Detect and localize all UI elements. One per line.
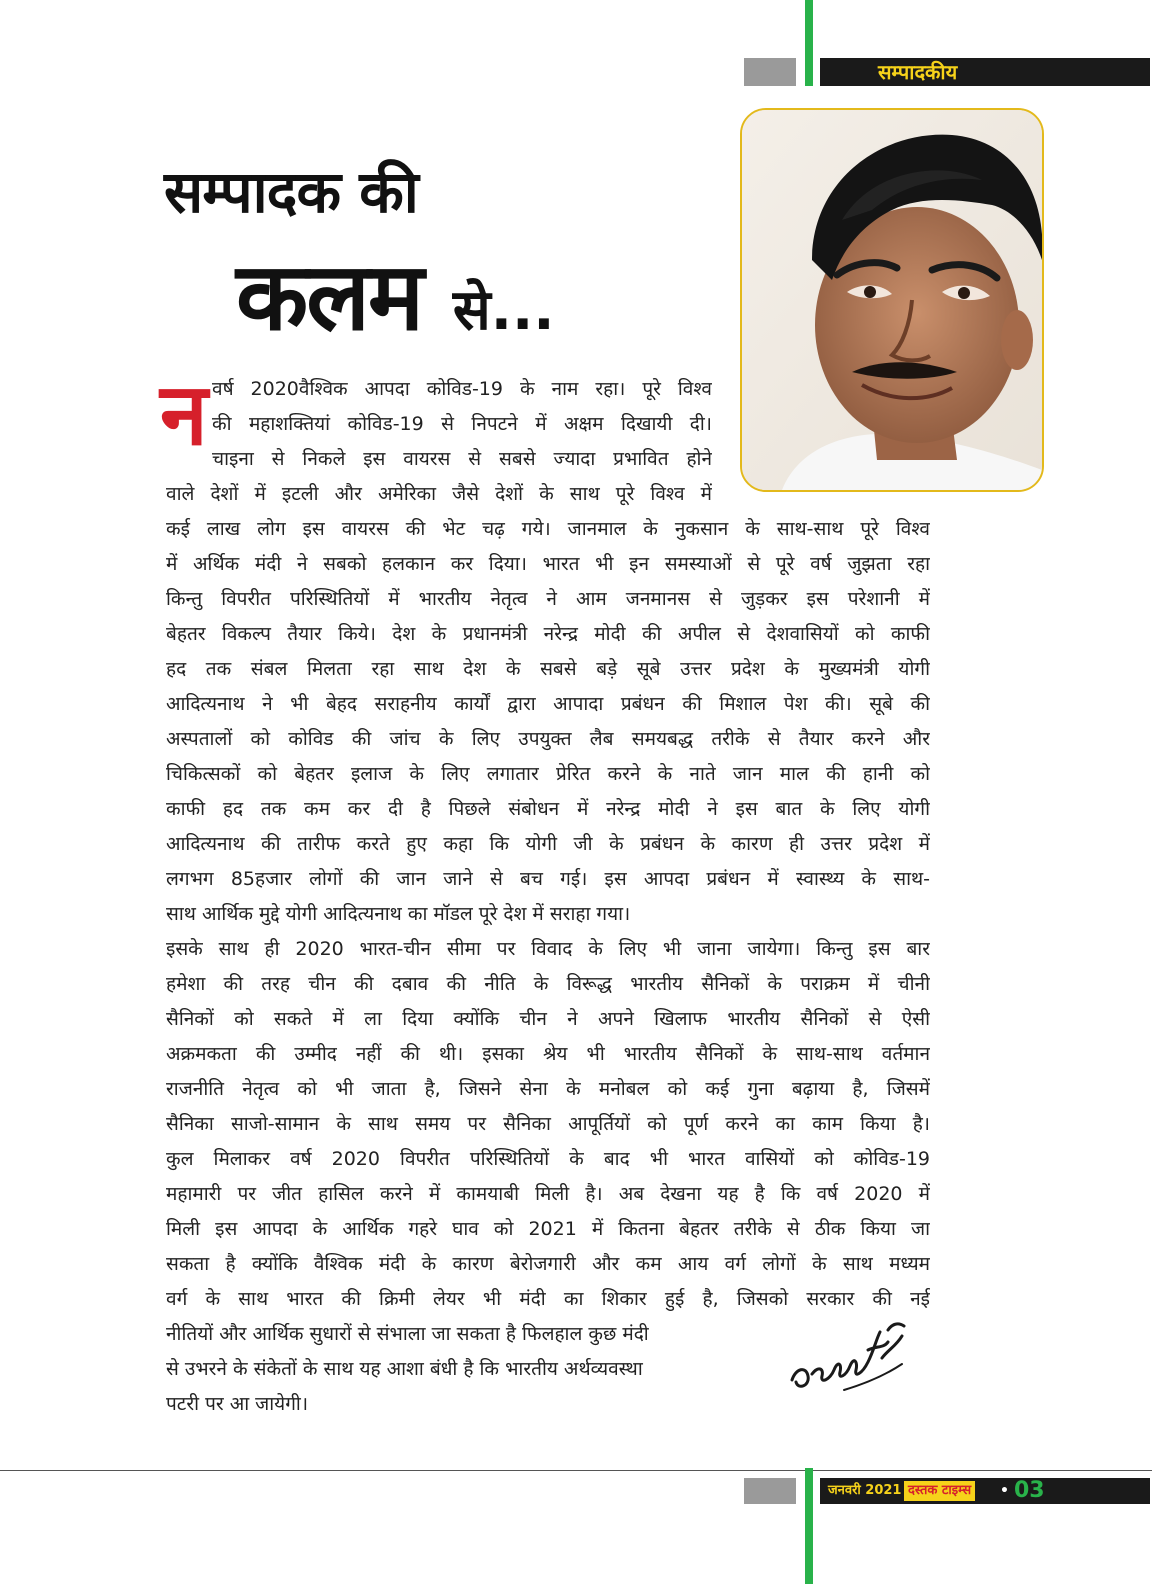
editor-photo — [740, 108, 1044, 492]
article-line: वर्ग के साथ भारत की क्रिमी लेयर भी मंदी का शिकार हुई है, जिसको सरकार की नई — [166, 1288, 930, 1310]
footer-gray-block — [744, 1478, 796, 1504]
article-line: नीतियों और आर्थिक सुधारों से संभाला जा सकता है फिलहाल कुछ मंदी — [166, 1323, 649, 1345]
article-line: कई लाख लोग इस वायरस की भेट चढ़ गये। जानमाल के नुकसान के साथ-साथ पूरे विश्व — [166, 518, 930, 540]
article-line: वर्ष 2020वैश्विक आपदा कोविड-19 के नाम रहा। पूरे विश्व — [212, 378, 712, 400]
article-line: चाइना से निकले इस वायरस से सबसे ज्यादा प्रभावित होने — [212, 448, 712, 470]
footer-green-rule — [805, 1468, 813, 1584]
article-line: किन्तु विपरीत परिस्थितियों में भारतीय नेतृत्व ने आम जनमानस से जुड़कर इस परेशानी में — [166, 588, 930, 610]
article-line: सैनिका साजो-सामान के साथ समय पर सैनिका आपूर्तियों को पूर्ण करने का काम किया है। — [166, 1113, 930, 1135]
page-number: 03 — [1014, 1478, 1045, 1503]
header-gray-block — [744, 58, 796, 86]
article-line: पटरी पर आ जायेगी। — [166, 1393, 309, 1415]
article-line: आदित्यनाथ की तारीफ करते हुए कहा कि योगी जी के प्रबंधन के कारण ही उत्तर प्रदेश में — [166, 833, 930, 855]
drop-cap: न — [160, 365, 208, 465]
signature-icon — [784, 1310, 914, 1400]
article-line: चिकित्सकों को बेहतर इलाज के लिए लगातार प्रेरित करने के नाते जान माल की हानी को — [166, 763, 930, 785]
article-line: महामारी पर जीत हासिल करने में कामयाबी मिली है। अब देखना यह है कि वर्ष 2020 में — [166, 1183, 930, 1205]
footer-month: जनवरी 2021 — [828, 1483, 902, 1498]
header-bar — [820, 58, 1150, 86]
article-line: लगभग 85हजार लोगों की जान जाने से बच गई। इस आपदा प्रबंधन में स्वास्थ्य के साथ- — [166, 868, 930, 890]
article-line: सैनिकों को सकते में ला दिया क्योंकि चीन ने अपने खिलाफ भारतीय सैनिकों से ऐसी — [166, 1008, 930, 1030]
article-line: इसके साथ ही 2020 भारत-चीन सीमा पर विवाद के लिए भी जाना जायेगा। किन्तु इस बार — [166, 938, 930, 960]
article-line: वाले देशों में इटली और अमेरिका जैसे देशों के साथ पूरे विश्व में — [166, 483, 712, 505]
article-line: साथ आर्थिक मुद्दे योगी आदित्यनाथ का मॉडल पूरे देश में सराहा गया। — [166, 903, 631, 925]
article-line: बेहतर विकल्प तैयार किये। देश के प्रधानमंत्री नरेन्द्र मोदी की अपील से देशवासियों को काफी — [166, 623, 930, 645]
article-line: हद तक संबल मिलता रहा साथ देश के सबसे बड़े सूबे उत्तर प्रदेश के मुख्यमंत्री योगी — [166, 658, 930, 680]
footer-brand-logo: दस्तक टाइम्स — [904, 1481, 975, 1501]
article-line: हमेशा की तरह चीन की दबाव की नीति के विरूद्ध भारतीय सैनिकों के पराक्रम में चीनी — [166, 973, 930, 995]
section-label: सम्पादकीय — [878, 60, 958, 84]
article-line: सकता है क्योंकि वैश्विक मंदी के कारण बेरोजगारी और कम आय वर्ग लोगों के साथ मध्यम — [166, 1253, 930, 1275]
article-line: राजनीति नेतृत्व को भी जाता है, जिसने सेना के मनोबल को कई गुना बढ़ाया है, जिसमें — [166, 1078, 930, 1100]
article-line: से उभरने के संकेतों के साथ यह आशा बंधी है कि भारतीय अर्थव्यवस्था — [166, 1358, 643, 1380]
title-main-word: कलम — [236, 243, 423, 352]
title-line1: सम्पादक की — [164, 158, 418, 226]
footer-rule — [0, 1470, 1152, 1471]
footer-separator: • — [1000, 1483, 1009, 1499]
article-line: की महाशक्तियां कोविड-19 से निपटने में अक्षम दिखायी दी। — [212, 413, 712, 435]
article-line: अक्रमकता की उम्मीद नहीं की थी। इसका श्रेय भी भारतीय सैनिकों के साथ-साथ वर्तमान — [166, 1043, 930, 1065]
article-line: अस्पतालों को कोविड की जांच के लिए उपयुक्त लैब समयबद्ध तरीके से तैयार करने और — [166, 728, 930, 750]
header-green-rule — [805, 0, 813, 86]
article-line: मिली इस आपदा के आर्थिक गहरे घाव को 2021 में कितना बेहतर तरीके से ठीक किया जा — [166, 1218, 930, 1240]
article-line: में अर्थिक मंदी ने सबको हलकान कर दिया। भारत भी इन समस्याओं से पूरे वर्ष जुझता रहा — [166, 553, 930, 575]
title-line2 — [236, 243, 555, 352]
article-line: कुल मिलाकर वर्ष 2020 विपरीत परिस्थितियों के बाद भी भारत वासियों को कोविड-19 — [166, 1148, 930, 1170]
title-suffix: से... — [452, 278, 555, 343]
article-line: काफी हद तक कम कर दी है पिछले संबोधन में नरेन्द्र मोदी ने इस बात के लिए योगी — [166, 798, 930, 820]
article-line: आदित्यनाथ ने भी बेहद सराहनीय कार्यों द्वारा आपादा प्रबंधन की मिशाल पेश की। सूबे की — [166, 693, 930, 715]
